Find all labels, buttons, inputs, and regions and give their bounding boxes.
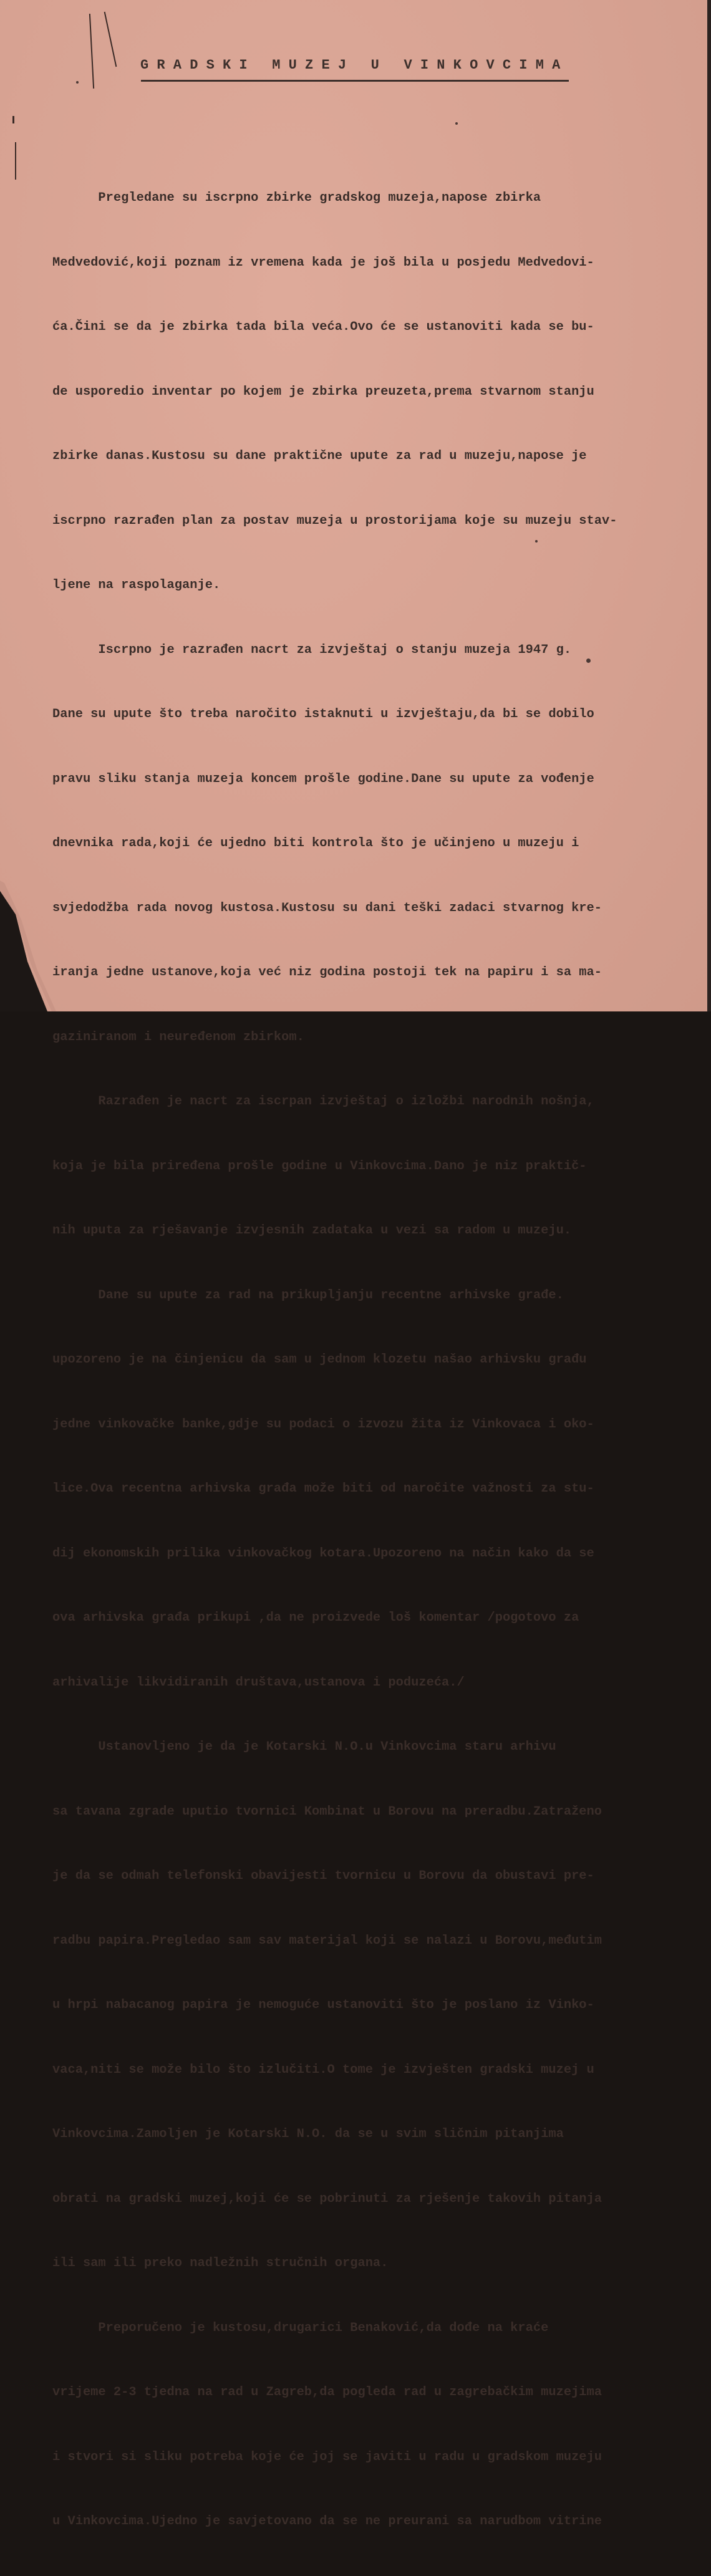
text-line: arhivalije likvidiranih društava,ustanova i poduzeća./ — [52, 1675, 465, 1690]
text-line: lice.Ova recentna arhivska građa može biti od naročite važnosti za stu- — [52, 1482, 594, 1496]
text-line: nih uputa za rješavanje izvjesnih zadataka u vezi sa radom u muzeju. — [52, 1223, 572, 1238]
text-line: iranja jedne ustanove,koja već niz godina postoji tek na papiru i sa ma- — [52, 965, 602, 980]
paper-speck — [76, 81, 79, 84]
text-line: ća.Čini se da je zbirka tada bila veća.Ovo će se ustanoviti kada se bu- — [52, 320, 594, 334]
text-line: Ustanovljeno je da je Kotarski N.O.u Vinkovcima staru arhivu — [52, 1740, 556, 1754]
text-line: Razrađen je nacrt za iscrpan izvještaj o izložbi narodnih nošnja, — [52, 1094, 594, 1109]
scan-edge — [707, 0, 711, 1011]
text-line: i stvori si sliku potreba koje će joj se javiti u radu u gradskom muzeju — [52, 2449, 602, 2464]
text-line: ljene na raspolaganje. — [52, 578, 221, 592]
title-underline — [141, 80, 569, 82]
text-line: vrijeme 2-3 tjedna na rad u Zagreb,da pogleda rad u zagrebačkim muzejima — [52, 2385, 602, 2400]
text-line: Preporučeno je kustosu,drugarici Benaković,da dođe na kraće — [52, 2320, 549, 2335]
text-line: sa tavana zgrade uputio tvornici Kombinat u Borovu na preradbu.Zatraženo — [52, 1804, 602, 1819]
document-title: G R A D S K I M U Z E J U V I N K O V C I M A — [140, 57, 561, 73]
text-line: dnevnika rada,koji će ujedno biti kontrola što je učinjeno u muzeju i — [52, 836, 579, 851]
text-line: dij ekonomskih prilika vinkovačkog kotara.Upozoreno na način kako da se — [52, 1546, 594, 1561]
text-line: ili sam ili preko nadležnih stručnih organa. — [52, 2256, 389, 2270]
text-line: Iscrpno je razrađen nacrt za izvještaj o stanju muzeja 1947 g. — [52, 642, 572, 657]
text-line: zbirke danas.Kustosu su dane praktične upute za rad u muzeju,napose je — [52, 449, 587, 463]
text-line: Dane su upute za rad na prikupljanju recentne arhivske građe. — [52, 1288, 564, 1303]
text-line: Medvedović,koji poznam iz vremena kada je još bila u posjedu Medvedovi- — [52, 255, 594, 270]
text-line: radbu papira.Pregledao sam sav materijal koji se nalazi u Borovu,međutim — [52, 1933, 602, 1948]
text-line: gaziniranom i neuređenom zbirkom. — [52, 1030, 304, 1044]
text-line: u Vinkovcima.Ujedno je savjetovano da se ne preurani sa narudbom vitrine — [52, 2514, 602, 2529]
text-line: ova arhivska građa prikupi ,da ne proizvede loš komentar /pogotovo za — [52, 1611, 579, 1625]
margin-mark — [15, 142, 16, 180]
text-line: svjedodžba rada novog kustosa.Kustosu su dani teški zadaci stvarnog kre- — [52, 900, 602, 915]
document-body — [52, 145, 707, 2576]
pencil-mark — [89, 14, 94, 89]
text-line: Dane su upute što treba naročito istaknuti u izvještaju,da bi se dobilo — [52, 707, 594, 721]
pencil-mark — [104, 12, 117, 67]
margin-mark — [12, 116, 14, 123]
text-line: pravu sliku stanja muzeja koncem prošle godine.Dane su upute za vođenje — [52, 771, 594, 786]
text-line: Pregledane su iscrpno zbirke gradskog muzeja,napose zbirka — [52, 191, 541, 205]
text-line: vaca,niti se može bilo što izlučiti.O tome je izvješten gradski muzej u — [52, 2062, 594, 2077]
text-line: koja je bila priređena prošle godine u Vinkovcima.Dano je niz praktič- — [52, 1159, 587, 1174]
text-line: u hrpi nabacanog papira je nemoguće ustanoviti što je poslano iz Vinko- — [52, 1998, 594, 2012]
text-line: jedne vinkovačke banke,gdje su podaci o izvozu žita iz Vinkovaca i oko- — [52, 1417, 594, 1432]
paper-speck — [455, 122, 458, 125]
text-line: de usporedio inventar po kojem je zbirka preuzeta,prema stvarnom stanju — [52, 384, 594, 399]
text-line: upozoreno je na činjenicu da sam u jednom klozetu našao arhivsku građu — [52, 1353, 587, 1367]
text-line: obrati na gradski muzej,koji će se pobrinuti za rješenje takovih pitanja — [52, 2191, 602, 2206]
text-line: je da se odmah telefonski obavijesti tvornicu u Borovu da obustavi pre- — [52, 1869, 594, 1883]
text-line: Vinkovcima.Zamoljen je Kotarski N.O. da se u svim sličnim pitanjima — [52, 2127, 564, 2141]
scan-background-corner — [0, 887, 50, 1011]
text-line: iscrpno razrađen plan za postav muzeja u prostorijama koje su muzeju stav- — [52, 513, 617, 528]
